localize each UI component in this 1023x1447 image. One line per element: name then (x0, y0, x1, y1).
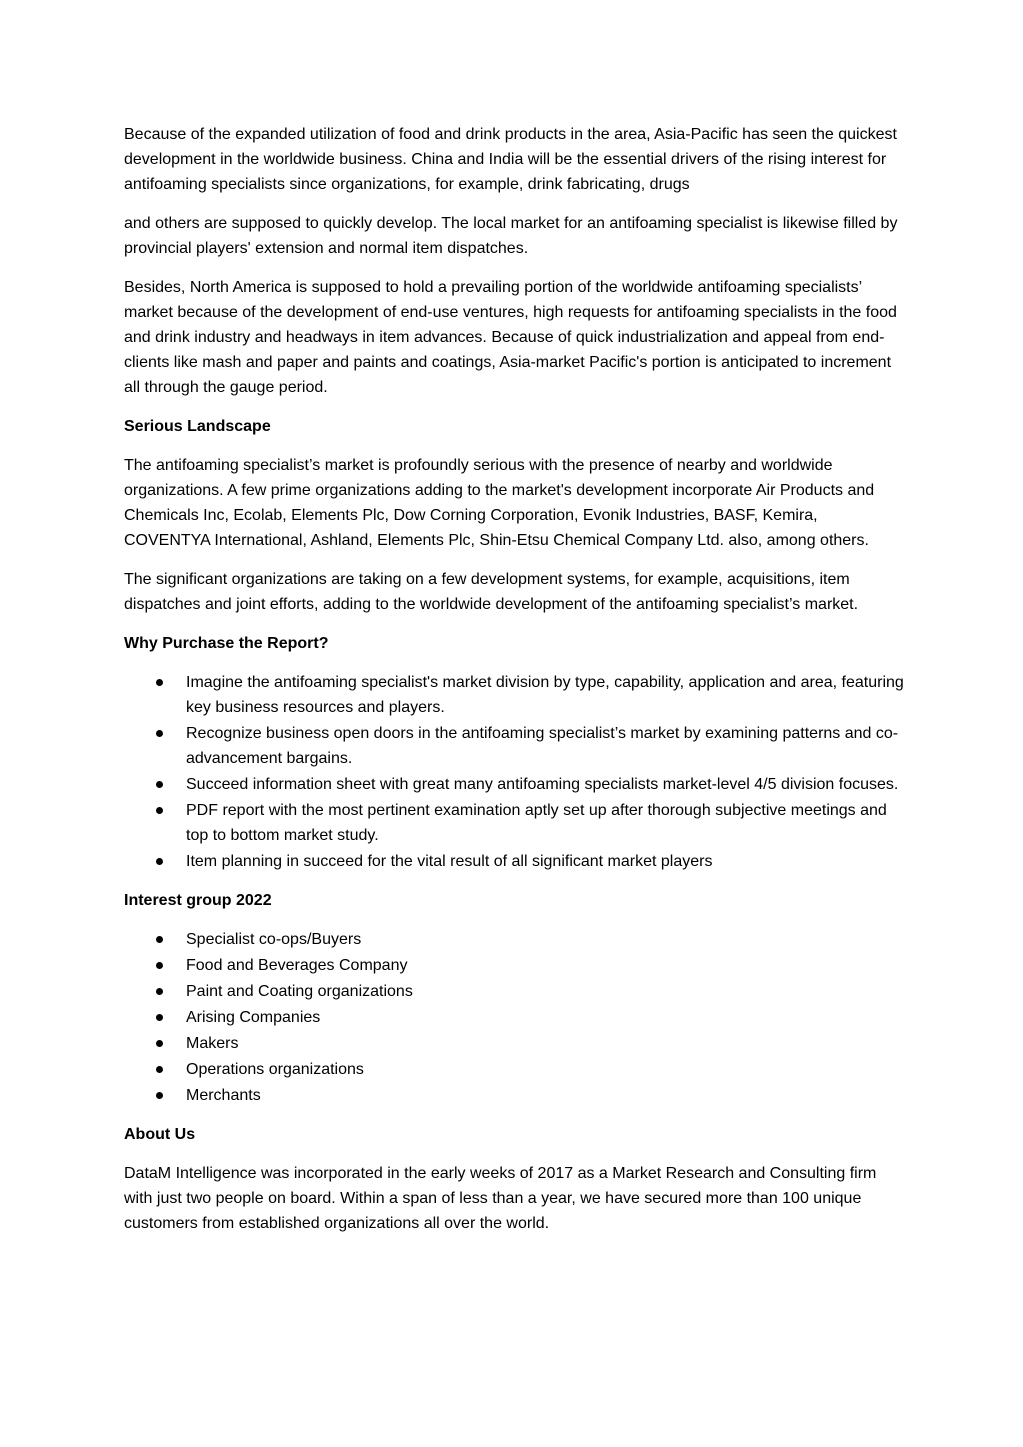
list-item (124, 721, 904, 771)
bullet-icon (156, 962, 163, 969)
bullet-icon (156, 807, 163, 814)
list-item (124, 670, 904, 720)
list-item-text: Food and Beverages Company (186, 957, 408, 974)
about-paragraph: DataM Intelligence was incorporated in the early weeks of 2017 as a Market Research and Consulting firm with just two people on board. Within a span of less than a year, we have secured more than 100 unique customers from established organizations all over the world. (124, 1165, 877, 1232)
list-item (124, 849, 904, 874)
list-item-text: PDF report with the most pertinent examination aptly set up after thorough subjective meetings and top to bottom market study. (186, 802, 887, 844)
section-heading-about-us: About Us (124, 1126, 196, 1143)
intro-paragraph-local-market: and others are supposed to quickly develop. The local market for an antifoaming specialist is likewise filled by provincial players' extension and normal item dispatches. (124, 215, 898, 257)
bullet-icon (156, 858, 163, 865)
list-item-text: Arising Companies (186, 1009, 321, 1026)
bullet-icon (156, 1066, 163, 1073)
section-heading-interest-group: Interest group 2022 (124, 892, 272, 909)
list-item-text: Imagine the antifoaming specialist's market division by type, capability, application and area, featuring key business resources and players. (186, 674, 904, 716)
bullet-icon (156, 679, 163, 686)
section-heading-why-purchase: Why Purchase the Report? (124, 635, 329, 652)
document-page (124, 122, 904, 1250)
list-item (124, 1083, 904, 1108)
list-item-text: Item planning in succeed for the vital result of all significant market players (186, 853, 713, 870)
interest-group-list (124, 927, 904, 1108)
list-item-text: Operations organizations (186, 1061, 364, 1078)
bullet-icon (156, 781, 163, 788)
list-item (124, 927, 904, 952)
list-item (124, 798, 904, 848)
bullet-icon (156, 1014, 163, 1021)
bullet-icon (156, 730, 163, 737)
list-item-text: Merchants (186, 1087, 261, 1104)
list-item (124, 1031, 904, 1056)
list-item (124, 1057, 904, 1082)
list-item-text: Specialist co-ops/Buyers (186, 931, 362, 948)
list-item-text: Recognize business open doors in the antifoaming specialist’s market by examining patterns and co-advancement bargains. (186, 725, 899, 767)
why-purchase-list (124, 670, 904, 874)
bullet-icon (156, 936, 163, 943)
landscape-paragraph-companies: The antifoaming specialist’s market is profoundly serious with the presence of nearby and worldwide organizations. A few prime organizations adding to the market's development incorporate Air Products and Chemicals Inc, Ecolab, Elements Plc, Dow Corning Corporation, Evonik Industries, BASF, Kemira, COVENTYA International, Ashland, Elements Plc, Shin-Etsu Chemical Company Ltd. also, among others. (124, 457, 875, 549)
landscape-paragraph-strategies: The significant organizations are taking on a few development systems, for example, acquisitions, item dispatches and joint efforts, adding to the worldwide development of the antifoaming specialist’s market. (124, 571, 859, 613)
list-item-text: Succeed information sheet with great many antifoaming specialists market-level 4/5 division focuses. (186, 776, 899, 793)
bullet-icon (156, 988, 163, 995)
intro-paragraph-north-america: Besides, North America is supposed to hold a prevailing portion of the worldwide antifoaming specialists’ market because of the development of end-use ventures, high requests for antifoaming specialists in the food and drink industry and headways in item advances. Because of quick industrialization and appeal from end-clients like mash and paper and paints and coatings, Asia-market Pacific's portion is anticipated to increment all through the gauge period. (124, 279, 897, 396)
list-item-text: Makers (186, 1035, 239, 1052)
list-item (124, 1005, 904, 1030)
bullet-icon (156, 1040, 163, 1047)
list-item (124, 979, 904, 1004)
list-item-text: Paint and Coating organizations (186, 983, 413, 1000)
bullet-icon (156, 1092, 163, 1099)
list-item (124, 772, 904, 797)
list-item (124, 953, 904, 978)
intro-paragraph-asia-pacific: Because of the expanded utilization of food and drink products in the area, Asia-Pacific has seen the quickest development in the worldwide business. China and India will be the essential drivers of the rising interest for antifoaming specialists since organizations, for example, drink fabricating, drugs (124, 126, 897, 193)
section-heading-serious-landscape: Serious Landscape (124, 418, 271, 435)
